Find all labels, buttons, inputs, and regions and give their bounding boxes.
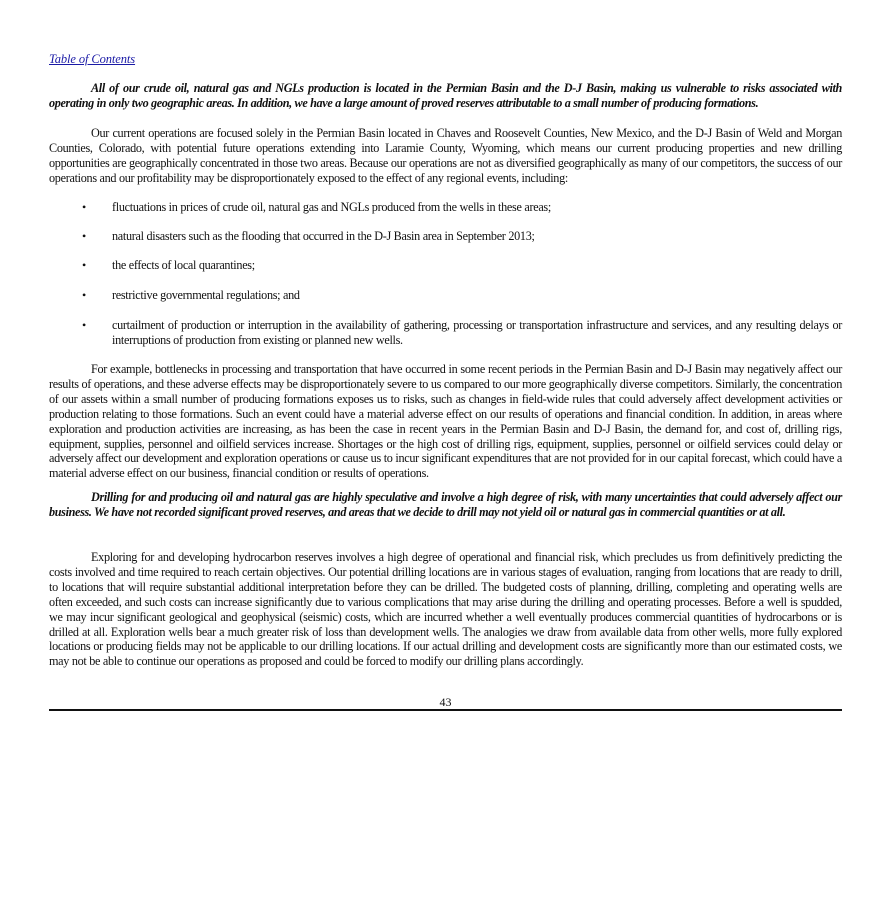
paragraph-operations-concentration: Our current operations are focused solely in the Permian Basin located in Chaves and Roosevelt Counties, New Mexico, and the D-J Basin of Weld and Morgan Counties, Colorado, with potential future operations extending into Laramie County, Wyoming, which means our current producing properties and new drilling opportunities are geographically concentrated in those two areas. Because our operations are not as diversified geographically as many of our competitors, the success of our operations and our profitability may be disproportionately exposed to the effect of any regional events, including: (49, 126, 842, 185)
page-number: 43 (439, 695, 452, 709)
paragraph-bottlenecks: For example, bottlenecks in processing and transportation that have occurred in some recent periods in the Permian Basin and D-J Basin may negatively affect our results of operations, and these adverse effects may be disproportionately severe to us compared to our more geographically diverse competitors. Similarly, the concentration of our assets within a small number of producing formations exposes us to risks, such as changes in field-wide rules that could adversely affect development activities or production relating to those formations. Such an event could have a material adverse effect on our results of operations and financial condition. In addition, in areas where exploration and production activities are increasing, as has been the case in recent years in the Permian Basin and D-J Basin, the demand for, and cost of, drilling rigs, equipment, supplies, personnel and oilfield services increase. Shortages or the high cost of drilling rigs, equipment, supplies, personnel or oilfield services could delay or adversely affect our development and exploration operations or cause us to incur significant expenditures that are not provided for in our capital forecast, which could have a material adverse effect on our business, financial condition or results of operations. (49, 362, 842, 481)
bullet-icon: • (82, 288, 86, 302)
table-of-contents-link[interactable]: Table of Contents (49, 52, 136, 66)
list-item-text: curtailment of production or interruption in the availability of gathering, processing or transportation infrastructure and services, and any resulting delays or interruptions of production from existing or planned new wells. (112, 318, 842, 347)
list-item-text: the effects of local quarantines; (112, 258, 255, 272)
bullet-icon: • (82, 318, 86, 332)
bullet-icon: • (82, 258, 86, 272)
bullet-icon: • (82, 200, 86, 214)
list-item-text: restrictive governmental regulations; and (112, 288, 300, 302)
bullet-icon: • (82, 229, 86, 243)
risk-factor-heading-drilling: Drilling for and producing oil and natural gas are highly speculative and involve a high degree of risk, with many uncertainties that could adversely affect our business. We have not recorded significant proved reserves, and areas that we decide to drill may not yield oil or natural gas in commercial quantities or at all. (49, 490, 842, 520)
list-item-text: natural disasters such as the flooding that occurred in the D-J Basin area in September 2013; (112, 229, 535, 243)
paragraph-exploring-risk: Exploring for and developing hydrocarbon reserves involves a high degree of operational and financial risk, which precludes us from definitively predicting the costs involved and time required to reach certain objectives. Our potential drilling locations are in various stages of evaluation, ranging from locations that are ready to drill, to locations that will require substantial additional interpretation before they can be drilled. The budgeted costs of planning, drilling, completing and operating wells are often exceeded, and such costs can increase significantly due to various complications that may arise during the drilling and operating processes. Before a well is spudded, we may incur significant geological and geophysical (seismic) costs, which are incurred whether a well eventually produces commercial quantities of hydrocarbons or is drilled at all. Exploration wells bear a much greater risk of loss than development wells. The analogies we draw from available data from other wells, more fully explored locations or producing fields may not be applicable to our drilling locations. If our actual drilling and development costs are significantly more than our estimated costs, we may not be able to continue our operations as proposed and could be forced to modify our drilling plans accordingly. (49, 550, 842, 669)
list-item-text: fluctuations in prices of crude oil, natural gas and NGLs produced from the wells in these areas; (112, 200, 551, 214)
page-footer-rule (49, 709, 842, 711)
risk-factor-heading-geographic: All of our crude oil, natural gas and NGLs production is located in the Permian Basin and the D-J Basin, making us vulnerable to risks associated with operating in only two geographic areas. In addition, we have a large amount of proved reserves attributable to a small number of producing formations. (49, 81, 842, 111)
